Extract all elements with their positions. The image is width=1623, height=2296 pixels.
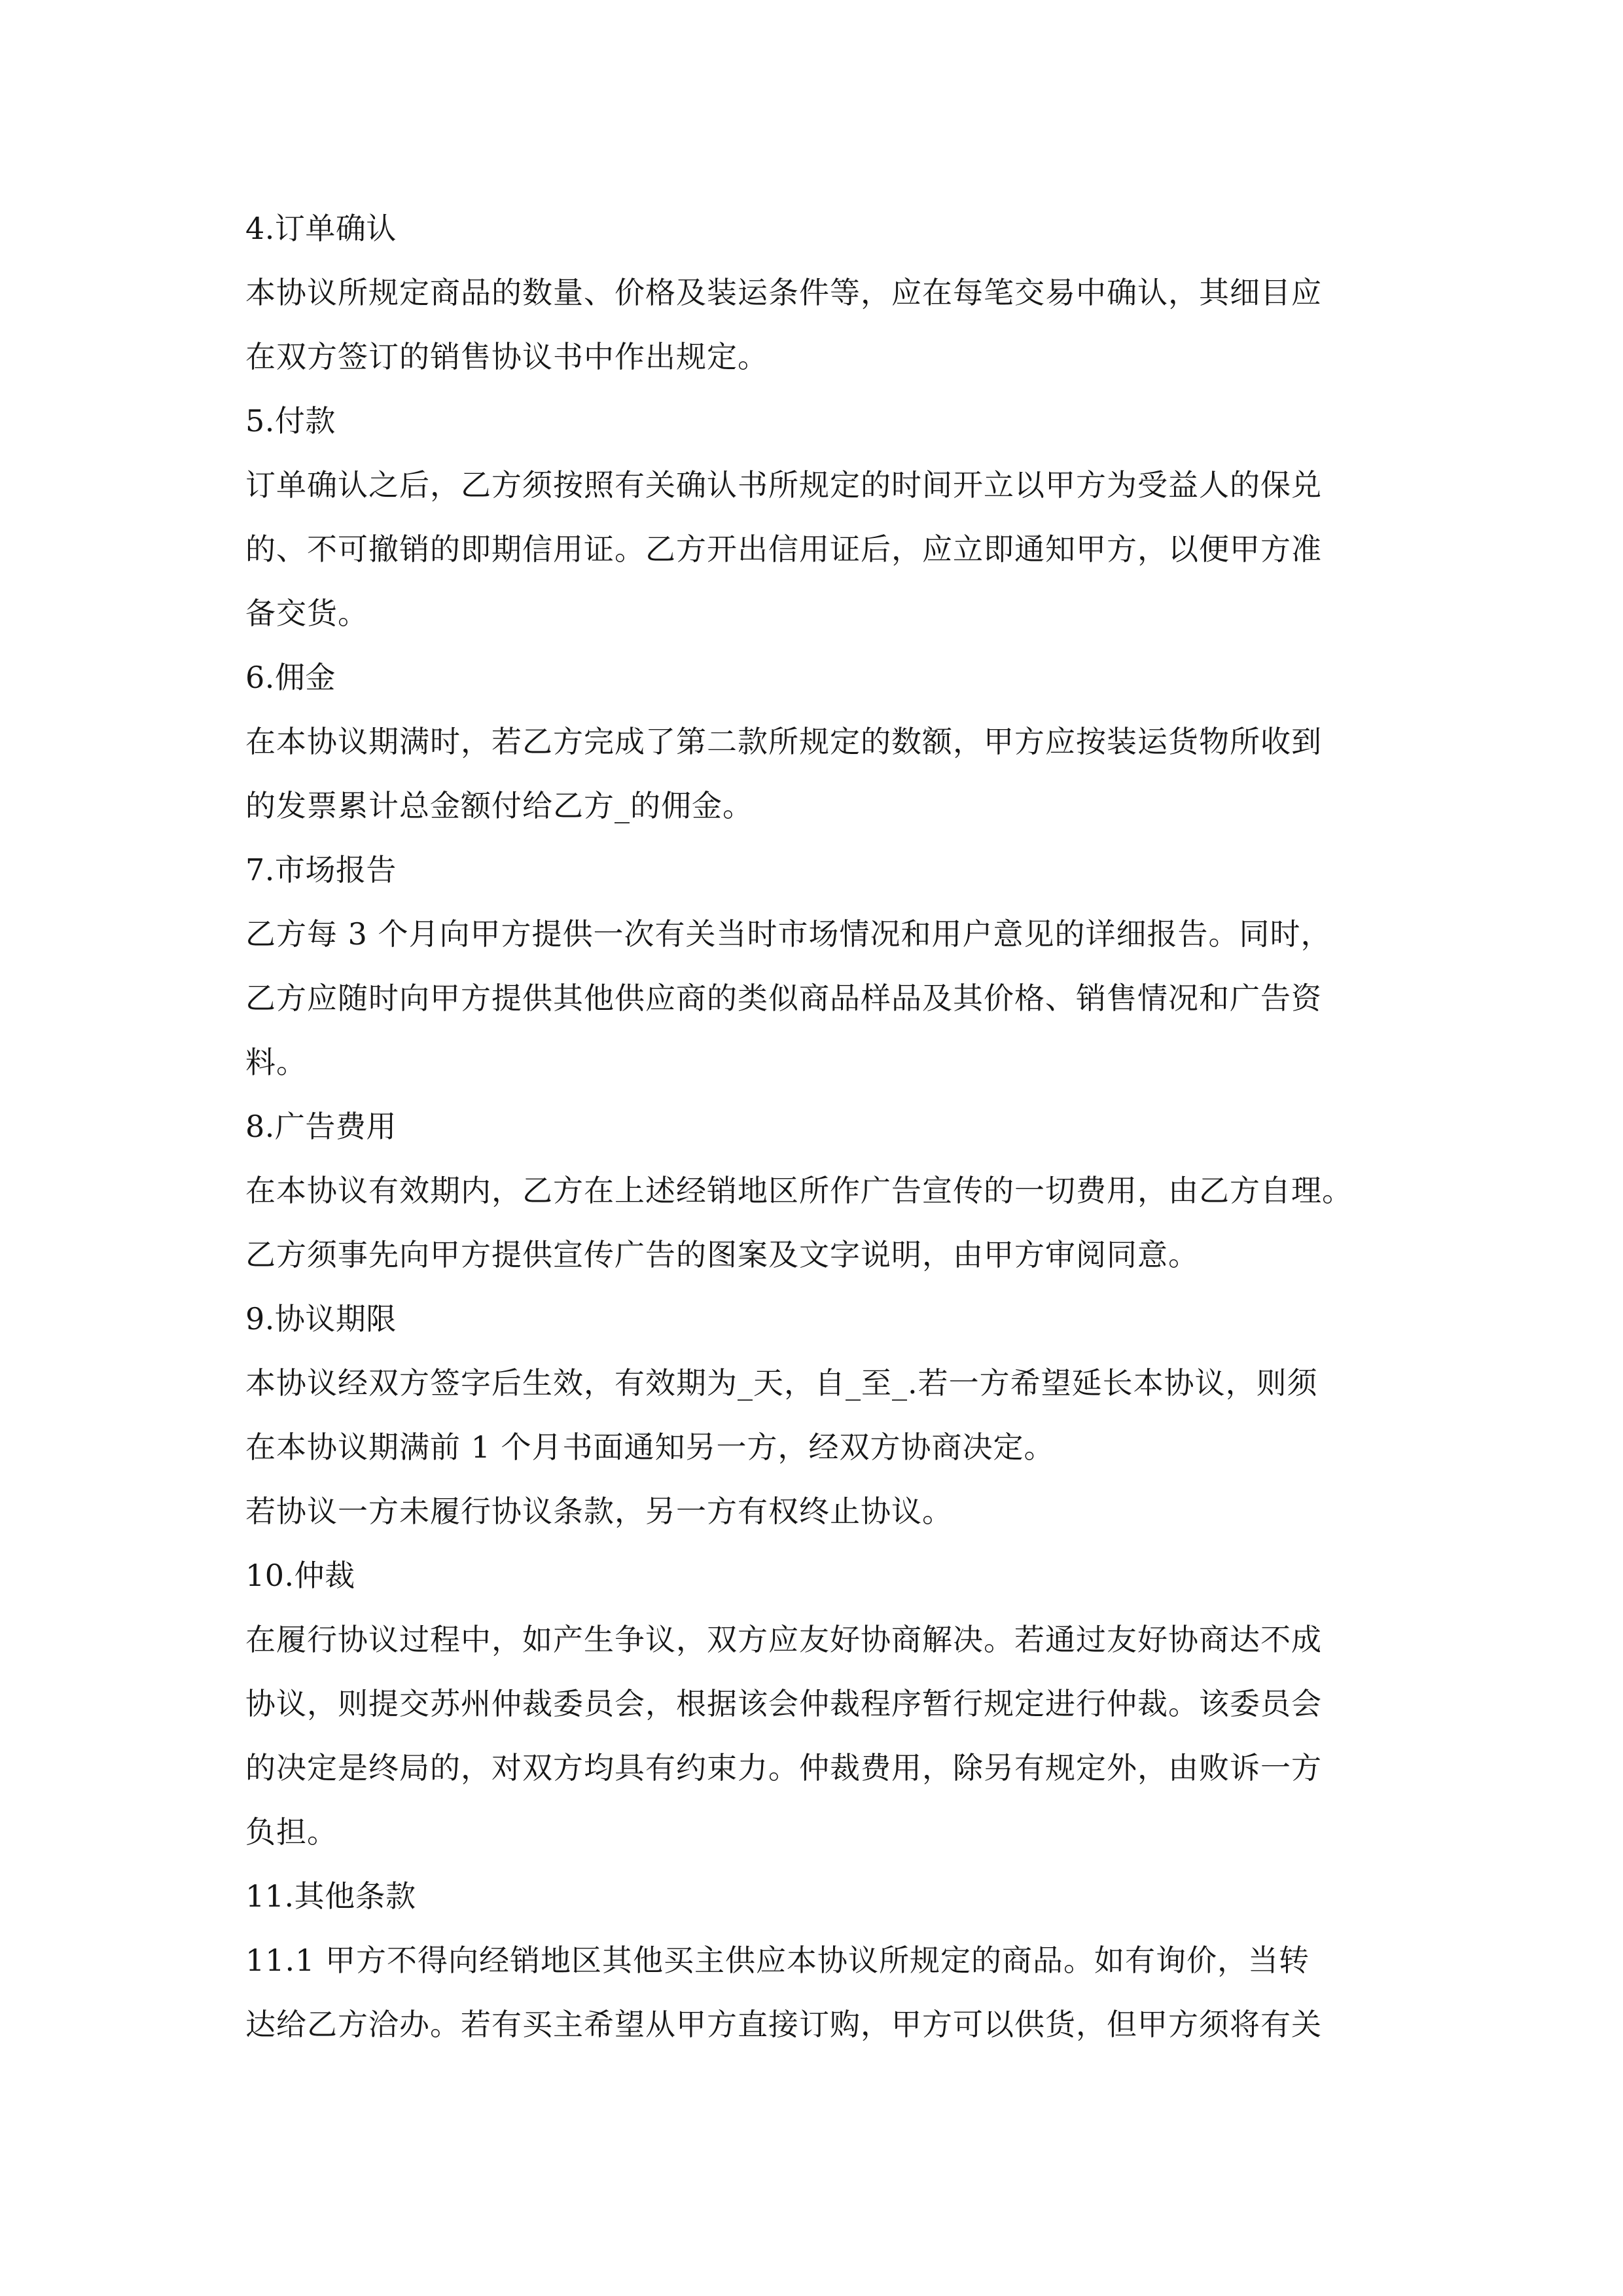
paragraph-line: 协议，则提交苏州仲裁委员会，根据该会仲裁程序暂行规定进行仲裁。该委员会: [245, 1686, 1322, 1721]
section-heading: 8.广告费用: [245, 1109, 397, 1144]
paragraph-line: 乙方应随时向甲方提供其他供应商的类似商品样品及其价格、销售情况和广告资: [245, 980, 1322, 1016]
document-body: [245, 196, 1384, 2056]
paragraph-line: 在本协议期满前 1 个月书面通知另一方，经双方协商决定。: [245, 1429, 1055, 1465]
paragraph-line: 若协议一方未履行协议条款，另一方有权终止协议。: [245, 1494, 953, 1529]
section-heading: 6.佣金: [245, 660, 336, 695]
section-heading: 4.订单确认: [245, 211, 397, 246]
paragraph-line: 料。: [245, 1045, 307, 1080]
paragraph-line: 本协议所规定商品的数量、价格及装运条件等，应在每笔交易中确认，其细目应: [245, 275, 1322, 310]
paragraph-line: 的决定是终局的，对双方均具有约束力。仲裁费用，除另有规定外，由败诉一方: [245, 1750, 1322, 1785]
paragraph-line: 的、不可撤销的即期信用证。乙方开出信用证后，应立即通知甲方，以便甲方准: [245, 531, 1322, 567]
section-heading: 9.协议期限: [245, 1301, 397, 1336]
paragraph-line: 本协议经双方签字后生效，有效期为_天，自_至_.若一方希望延长本协议，则须: [245, 1365, 1318, 1401]
section-heading: 11.其他条款: [245, 1878, 416, 1914]
paragraph-line: 的发票累计总金额付给乙方_的佣金。: [245, 788, 753, 823]
paragraph-line: 订单确认之后，乙方须按照有关确认书所规定的时间开立以甲方为受益人的保兑: [245, 467, 1322, 503]
paragraph-line: 达给乙方洽办。若有买主希望从甲方直接订购，甲方可以供货，但甲方须将有关: [245, 2007, 1322, 2042]
paragraph-line: 负担。: [245, 1814, 338, 1850]
paragraph-line: 备交货。: [245, 596, 368, 631]
paragraph-line: 乙方每 3 个月向甲方提供一次有关当时市场情况和用户意见的详细报告。同时，: [245, 916, 1332, 952]
section-heading: 7.市场报告: [245, 852, 397, 888]
paragraph-line: 在双方签订的销售协议书中作出规定。: [245, 339, 768, 374]
paragraph-line: 11.1 甲方不得向经销地区其他买主供应本协议所规定的商品。如有询价，当转: [245, 1943, 1310, 1978]
paragraph-line: 在本协议期满时，若乙方完成了第二款所规定的数额，甲方应按装运货物所收到: [245, 724, 1322, 759]
paragraph-line: 在本协议有效期内，乙方在上述经销地区所作广告宣传的一切费用，由乙方自理。: [245, 1173, 1353, 1208]
section-heading: 5.付款: [245, 403, 336, 439]
section-heading: 10.仲裁: [245, 1558, 355, 1593]
paragraph-line: 乙方须事先向甲方提供宣传广告的图案及文字说明，由甲方审阅同意。: [245, 1237, 1199, 1272]
paragraph-line: 在履行协议过程中，如产生争议，双方应友好协商解决。若通过友好协商达不成: [245, 1622, 1322, 1657]
